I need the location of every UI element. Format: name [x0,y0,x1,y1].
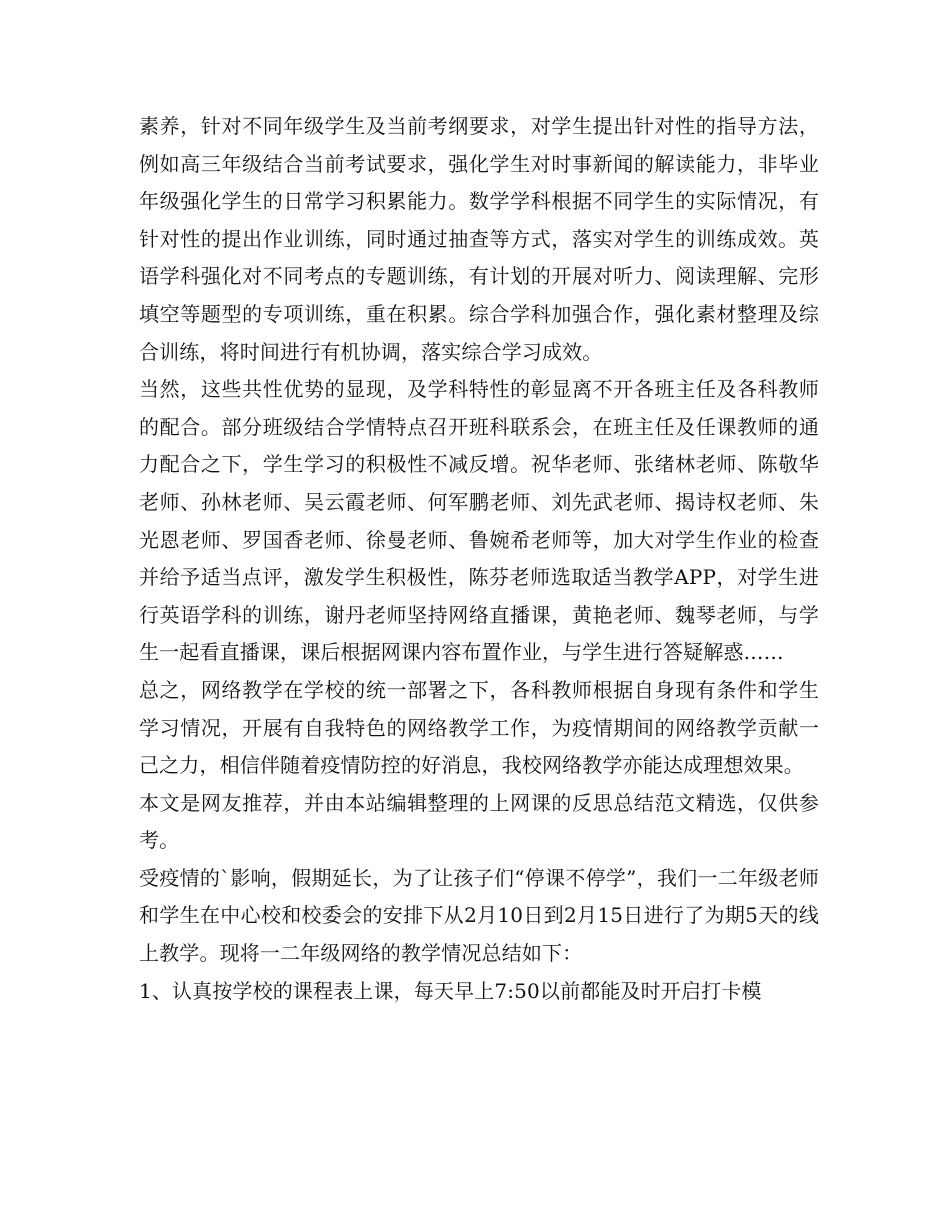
paragraph: 1、认真按学校的课程表上课，每天早上7:50以前都能及时开启打卡模 [139,978,762,1003]
paragraph: 素养，针对不同年级学生及当前考纲要求，对学生提出针对性的指导方法，例如高三年级结合当前考试要求，强化学生对时事新闻的解读能力，非毕业年级强化学生的日常学习积累能力。数学学科根据不同学生的实际情况，有针对性的提出作业训练，同时通过抽查等方式，落实对学生的训练成效。英语学科强化对不同考点的专题训练，有计划的开展对听力、阅读理解、完形填空等题型的专项训练，重在积累。综合学科加强合作，强化素材整理及综合训练，将时间进行有机协调，落实综合学习成效。 [139,114,819,364]
paragraph: 本文是网友推荐，并由本站编辑整理的上网课的反思总结范文精选，仅供参考。 [139,790,819,853]
paragraph: 当然，这些共性优势的显现，及学科特性的彰显离不开各班主任及各科教师的配合。部分班级结合学情特点召开班科联系会，在班主任及任课教师的通力配合之下，学生学习的积极性不减反增。祝华老师、张绪林老师、陈敬华老师、孙林老师、吴云霞老师、何军鹏老师、刘先武老师、揭诗权老师、朱光恩老师、罗国香老师、徐曼老师、鲁婉希老师等，加大对学生作业的检查并给予适当点评，激发学生积极性，陈芬老师选取适当教学APP，对学生进行英语学科的训练，谢丹老师坚持网络直播课，黄艳老师、魏琴老师，与学生一起看直播课，课后根据网课内容布置作业，与学生进行答疑解惑…… [139,377,819,665]
paragraph: 受疫情的`影响，假期延长，为了让孩子们“停课不停学”，我们一二年级老师和学生在中心校和校委会的安排下从2月10日到2月15日进行了为期5天的线上教学。现将一二年级网络的教学情况总结如下： [139,865,819,966]
document-body [139,108,819,1010]
paragraph: 总之，网络教学在学校的统一部署之下，各科教师根据自身现有条件和学生学习情况，开展有自我特色的网络教学工作，为疫情期间的网络教学贡献一己之力，相信伴随着疫情防控的好消息，我校网络教学亦能达成理想效果。 [139,677,819,778]
